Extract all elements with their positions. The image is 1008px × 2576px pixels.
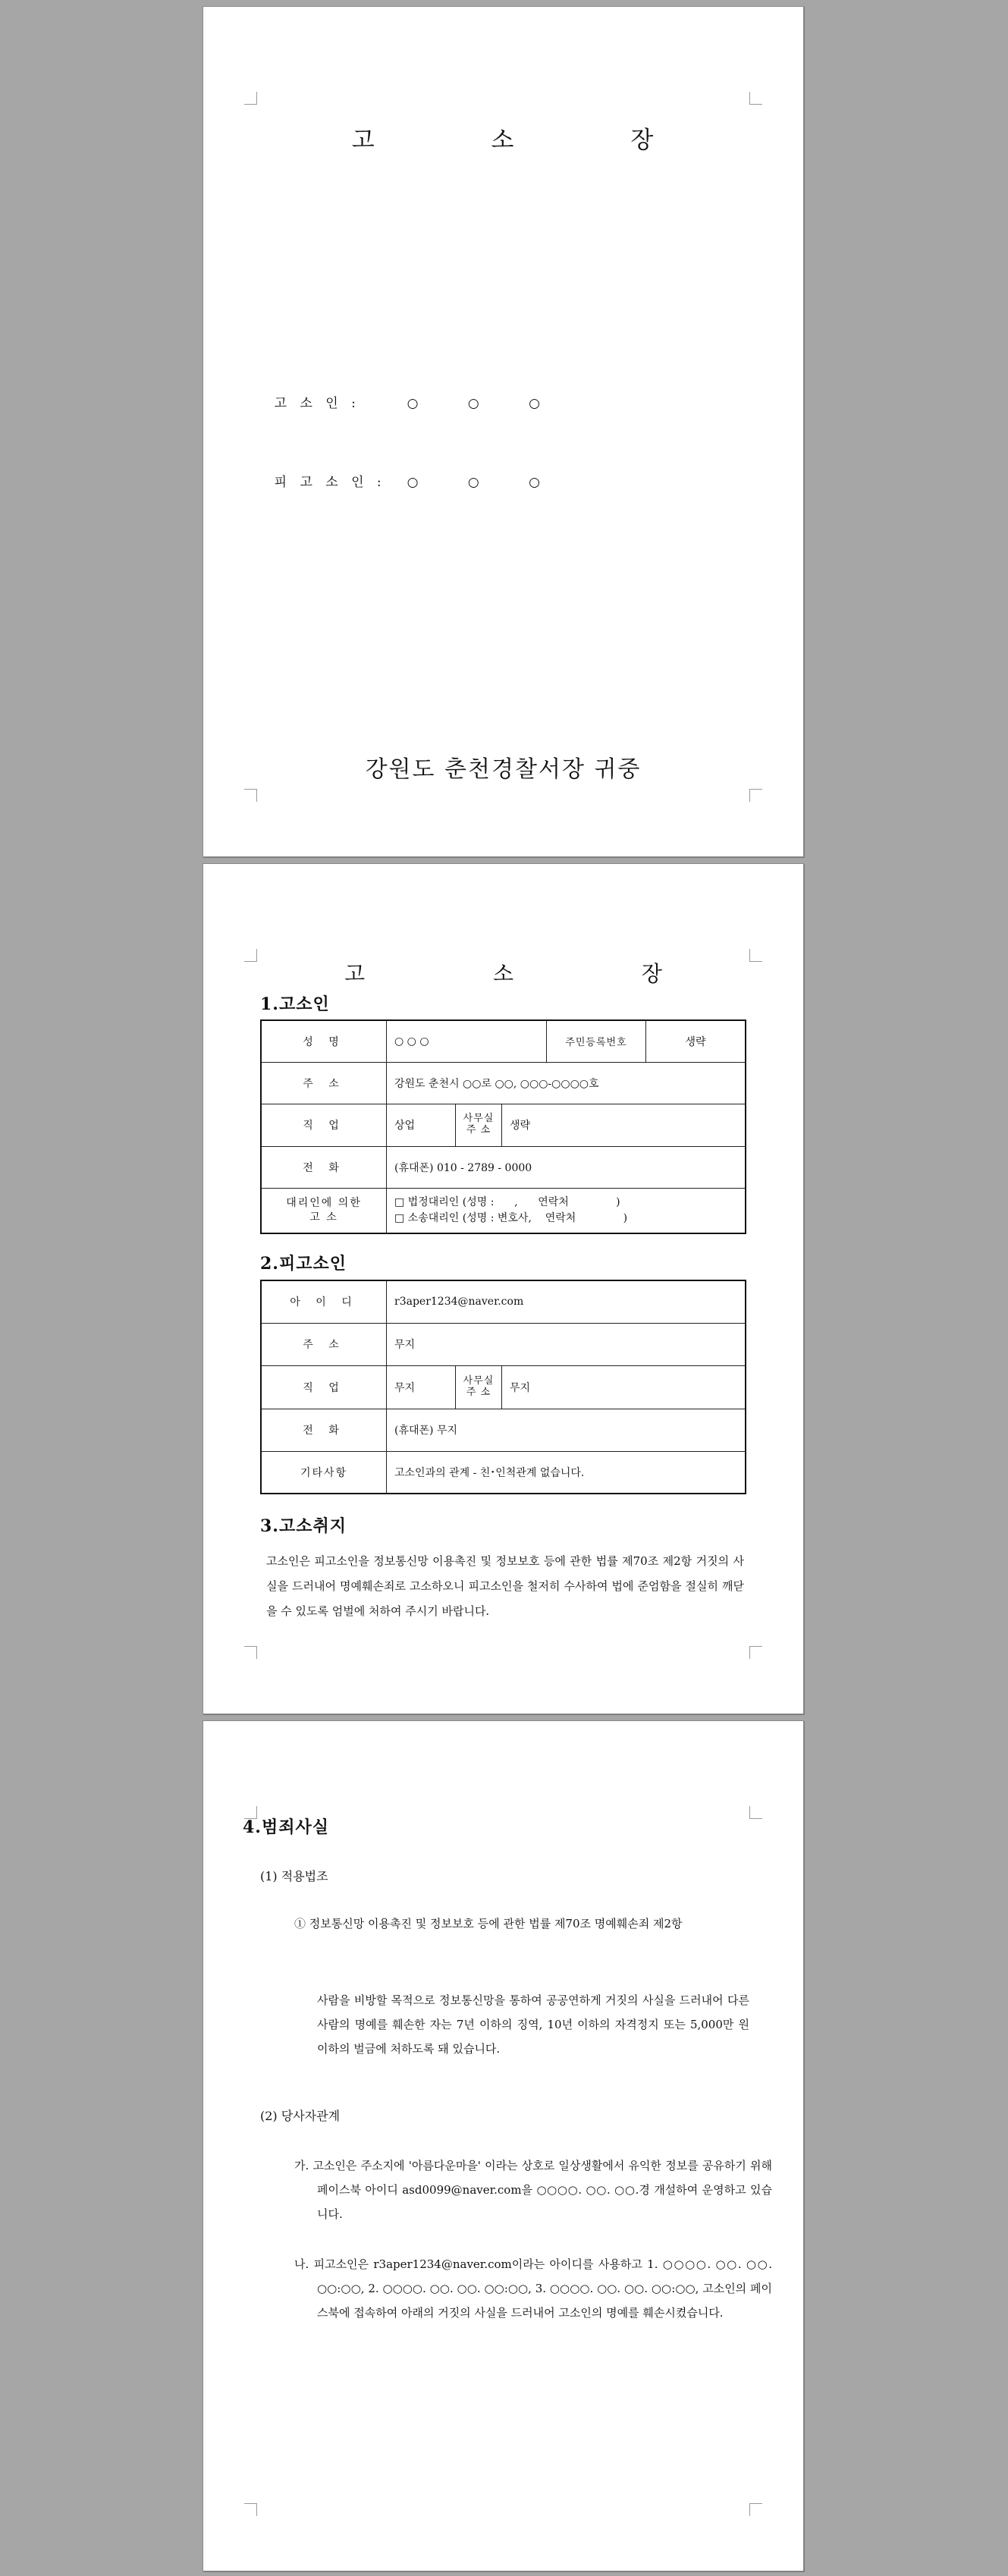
- table-row: [261, 1365, 746, 1409]
- rrn-value: 생략: [646, 1020, 746, 1062]
- table-row: [261, 1451, 746, 1494]
- crop-mark: [749, 1646, 762, 1659]
- job-value: 상업: [387, 1104, 456, 1146]
- office-label-line2: 주 소: [466, 1124, 491, 1136]
- name-value: ○ ○ ○: [387, 1020, 547, 1062]
- office-label-line1: 사무실: [463, 1374, 495, 1387]
- crop-mark: [244, 2503, 257, 2516]
- crop-mark: [244, 1646, 257, 1659]
- section-heading-accused: 2.피고소인: [260, 1254, 347, 1274]
- subheading-parties: (2) 당사자관계: [260, 2109, 341, 2123]
- phone-label: 전 화: [261, 1409, 387, 1451]
- table-row: [261, 1409, 746, 1451]
- table-row: [261, 1188, 746, 1233]
- etc-label: 기타사항: [261, 1451, 387, 1494]
- cover-title: 고 소 장: [351, 127, 655, 154]
- cover-accused-line: [258, 456, 540, 505]
- phone-value: (휴대폰) 무지: [387, 1409, 746, 1451]
- law-body: 사람을 비방할 목적으로 정보통신망을 통하여 공공연하게 거짓의 사실을 드러내어 다른 사람의 명예를 훼손한 자는 7년 이하의 징역, 10년 이하의 자격정지 또는 5,000만 원 이하의 벌금에 처하도록 돼 있습니다.: [317, 1993, 749, 2056]
- job-label: 직 업: [261, 1104, 387, 1146]
- proxy-label: [261, 1188, 387, 1233]
- office-value: 무지: [510, 1381, 531, 1394]
- subheading-applicable-law: (1) 적용법조: [260, 1869, 328, 1883]
- office-label-line2: 주 소: [466, 1386, 491, 1398]
- section-heading-complainant: 1.고소인: [260, 994, 330, 1014]
- accused-table: [260, 1280, 746, 1494]
- table-row: [261, 1062, 746, 1104]
- crop-mark: [749, 1806, 762, 1819]
- cover-page: [203, 6, 804, 857]
- proxy-label-line2: 고 소: [309, 1211, 338, 1224]
- office-label: [456, 1104, 502, 1146]
- table-row: [261, 1020, 746, 1062]
- job-label: 직 업: [261, 1365, 387, 1409]
- complainant-name: ○ ○ ○: [407, 396, 540, 411]
- id-value: r3aper1234@naver.com: [387, 1280, 746, 1323]
- relation-item-a: 가. 고소인은 주소지에 '아름다운마을' 이라는 상호로 일상생활에서 유익한 정보를 공유하기 위해 페이스북 아이디 asd0099@naver.com을 ○○○○. ○○. ○○.경 개설하여 운영하고 있습니다.: [294, 2159, 772, 2221]
- relation-item-b: 나. 피고소인은 r3aper1234@naver.com이라는 아이디를 사용하고 1. ○○○○. ○○. ○○. ○○:○○, 2. ○○○○. ○○. ○○. ○○:○○, 3. ○○○○. ○○. ○○. ○○:○○, 고소인의 페이스북에 접속하여 아래의 거짓의 사실을 드러내어 고소인의 명예를 훼손시켰습니다.: [294, 2257, 772, 2320]
- legal-proxy-option: □ 법정대리인 (성명 : , 연락처 ): [394, 1196, 620, 1209]
- table-row: [261, 1280, 746, 1323]
- address-label: 주 소: [261, 1062, 387, 1104]
- section-heading-facts: 4.범죄사실: [243, 1817, 329, 1837]
- job-subtable: [387, 1366, 745, 1409]
- address-label: 주 소: [261, 1323, 387, 1365]
- form-page: [203, 863, 804, 1714]
- address-value: 강원도 춘천시 ○○로 ○○, ○○○-○○○○호: [387, 1062, 746, 1104]
- table-row: [261, 1104, 746, 1146]
- crop-mark: [749, 2503, 762, 2516]
- rrn-label: 주민등록번호: [547, 1020, 646, 1062]
- crop-mark: [749, 789, 762, 802]
- crop-mark: [244, 92, 257, 105]
- table-row: [261, 1323, 746, 1365]
- office-label: [456, 1366, 502, 1409]
- proxy-value: [387, 1188, 746, 1233]
- office-label-line1: 사무실: [463, 1113, 495, 1125]
- accused-label: 피 고 소 인 :: [274, 475, 386, 490]
- crop-mark: [749, 92, 762, 105]
- phone-label: 전 화: [261, 1146, 387, 1188]
- purpose-paragraph: 고소인은 피고소인을 정보통신망 이용촉진 및 정보보호 등에 관한 법률 제70조 제2항 거짓의 사실을 드러내어 명예훼손죄로 고소하오니 피고소인을 철저히 수사하여 법에 준엄함을 절실히 깨닫을 수 있도록 엄벌에 처하여 주시기 바랍니다.: [266, 1554, 744, 1618]
- section-heading-purpose: 3.고소취지: [260, 1516, 347, 1536]
- office-value: 생략: [510, 1120, 531, 1132]
- id-label: 아 이 디: [261, 1280, 387, 1323]
- name-label: 성 명: [261, 1020, 387, 1062]
- job-value: 무지: [387, 1366, 456, 1409]
- facts-page: [203, 1720, 804, 2571]
- complainant-table: [260, 1019, 746, 1234]
- cover-complainant-line: [258, 377, 540, 426]
- phone-value: (휴대폰) 010 - 2789 - 0000: [387, 1146, 746, 1188]
- etc-value: 고소인과의 관계 - 친･인척관계 없습니다.: [387, 1451, 746, 1494]
- accused-name: ○ ○ ○: [407, 475, 540, 490]
- complainant-label: 고 소 인 :: [274, 396, 360, 411]
- crop-mark: [244, 789, 257, 802]
- law-title: ① 정보통신망 이용촉진 및 정보보호 등에 관한 법률 제70조 명예훼손죄 제2항: [294, 1917, 683, 1930]
- job-subtable: [387, 1104, 745, 1146]
- page-title: 고 소 장: [344, 961, 662, 986]
- address-value: 무지: [387, 1323, 746, 1365]
- proxy-label-line1: 대리인에 의한: [286, 1196, 362, 1209]
- litigation-proxy-option: □ 소송대리인 (성명 : 변호사, 연락처 ): [394, 1211, 628, 1224]
- cover-recipient: 강원도 춘천경찰서장 귀중: [365, 756, 642, 783]
- table-row: [261, 1146, 746, 1188]
